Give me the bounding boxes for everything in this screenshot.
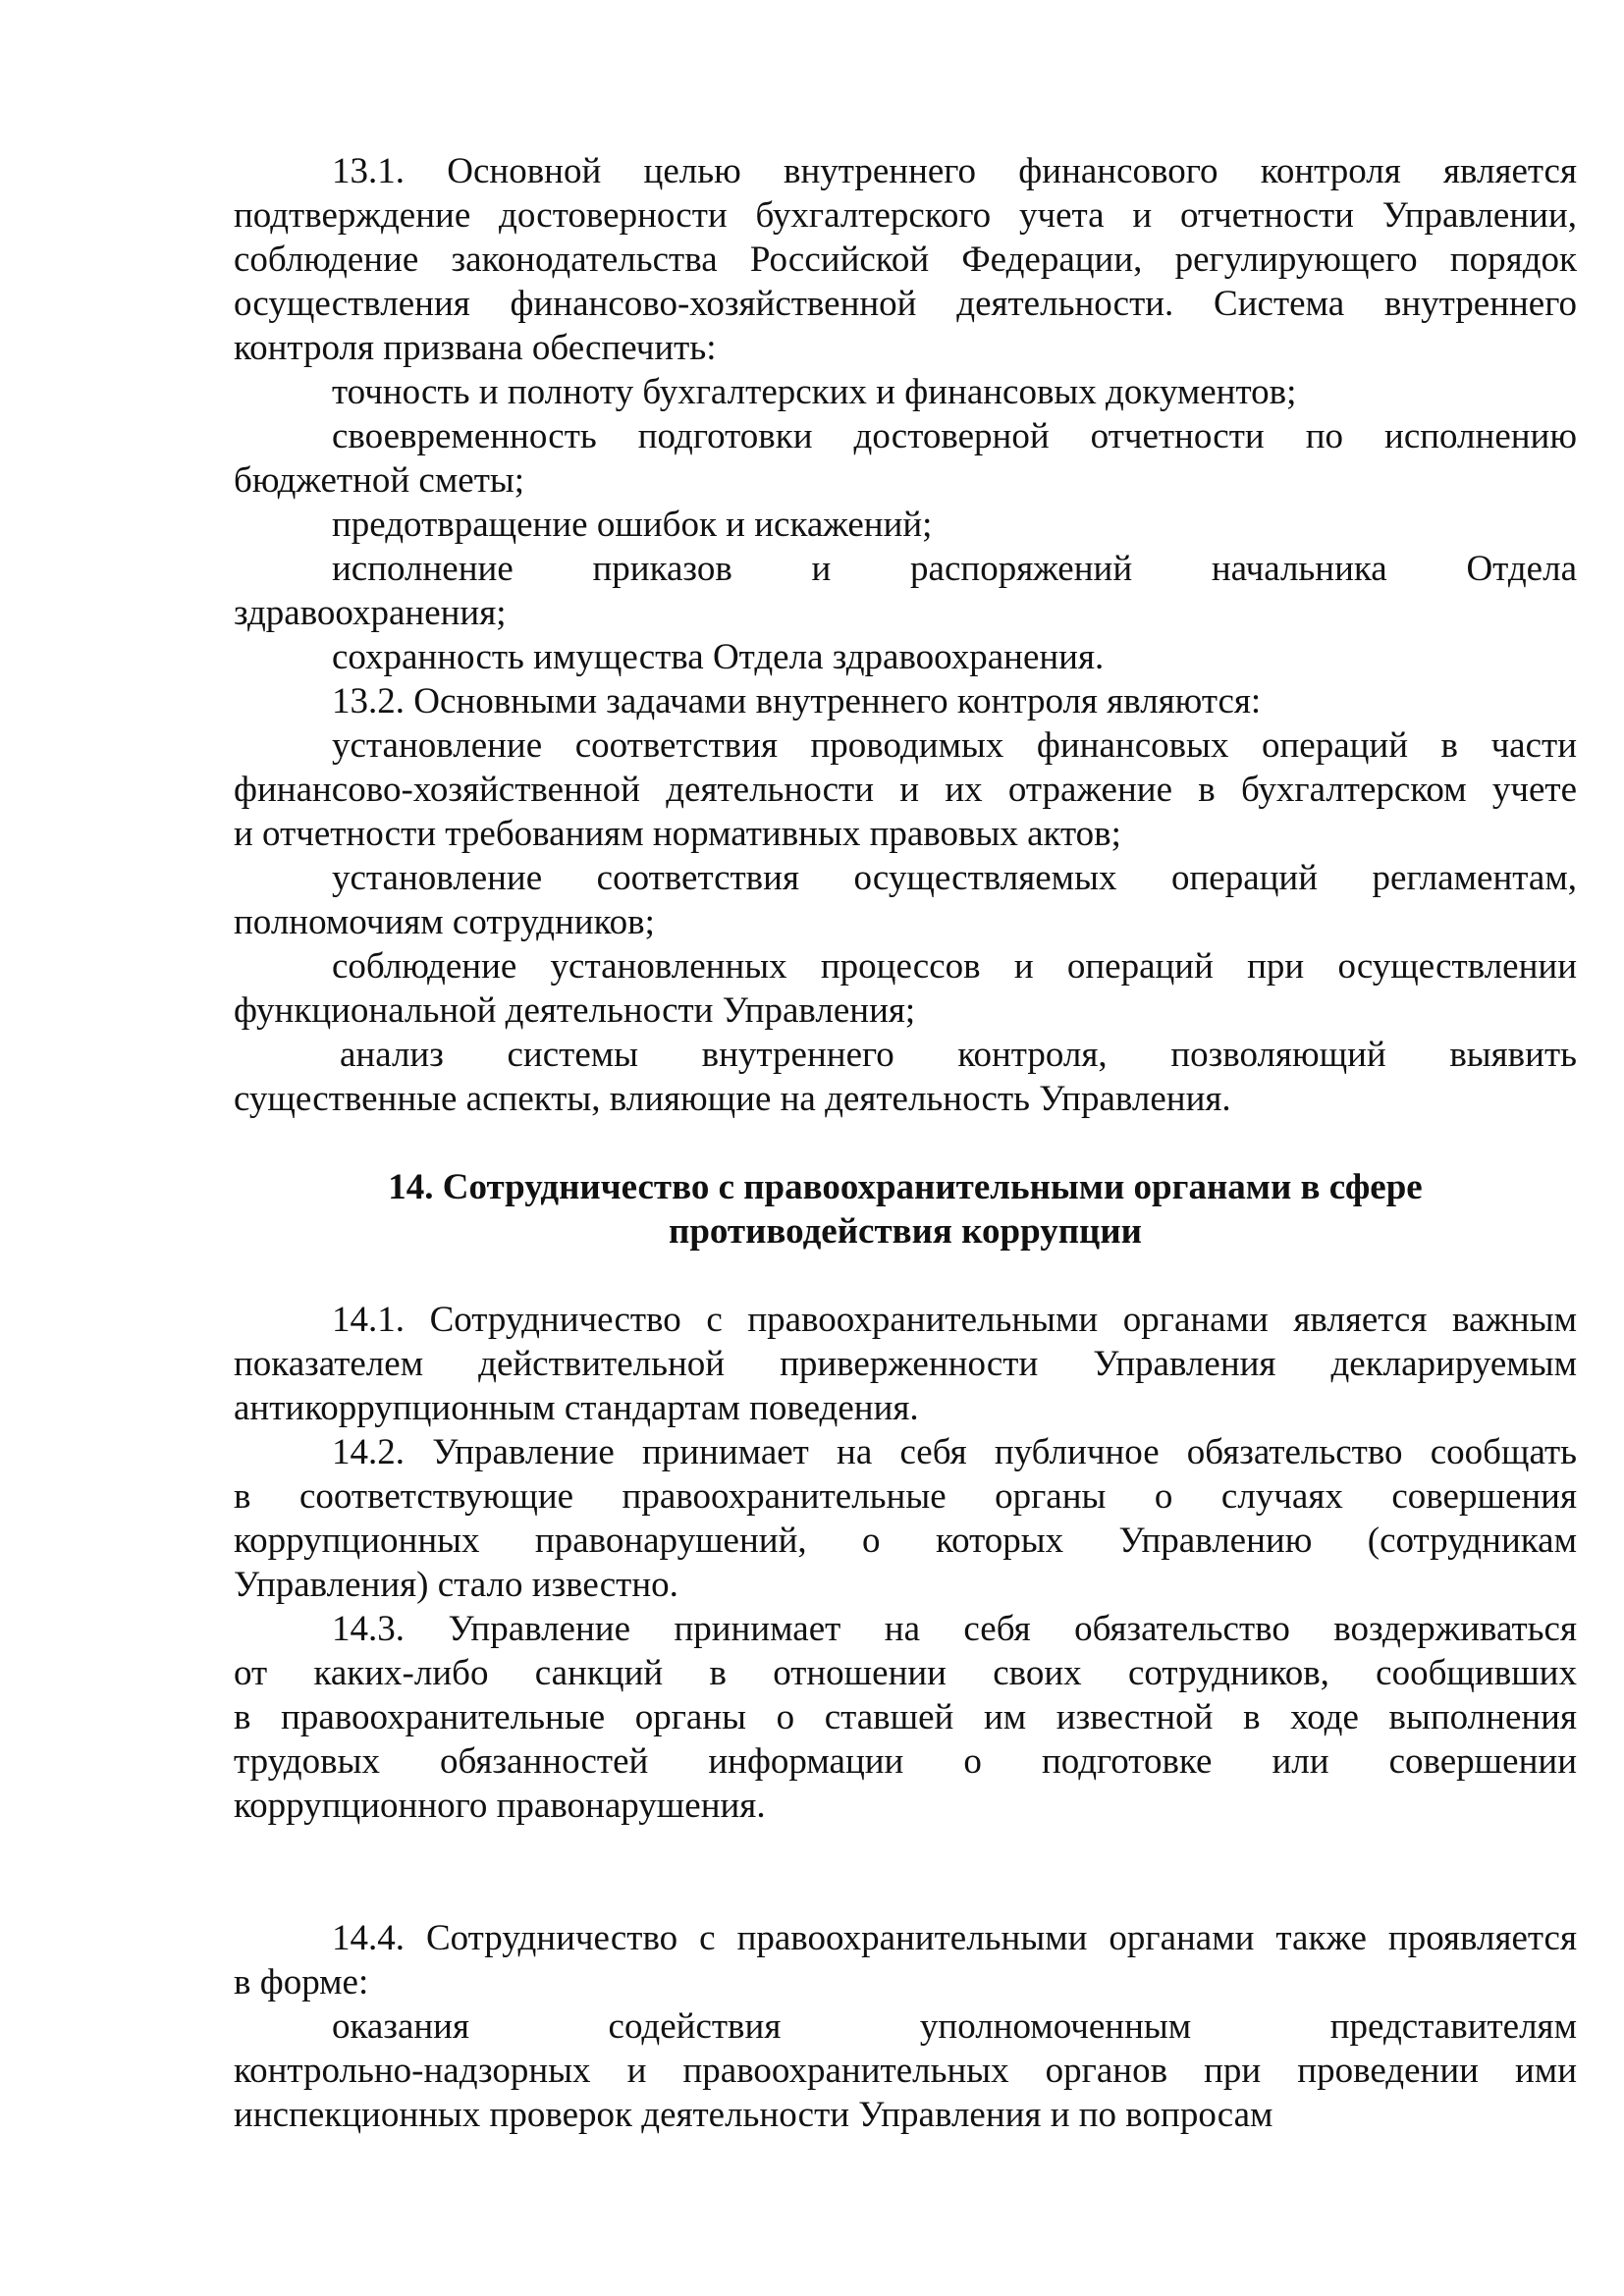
text-line: сохранность имущества Отдела здравоохранения. [332,637,1105,677]
text-line: существенные аспекты, влияющие на деятельность Управления. [234,1079,1231,1119]
section-heading-14 [234,1165,1577,1254]
text-line: своевременность подготовки достоверной отчетности по исполнению [332,416,1577,456]
text-line: соблюдение законодательства Российской Федерации, регулирующего порядок [234,240,1577,280]
list-item [234,635,1577,679]
list-item [234,2004,1577,2137]
paragraph-14-4 [234,1916,1577,2004]
text-line: коррупционных правонарушений, о которых Управлению (сотрудникам [234,1521,1577,1561]
paragraph-14-3 [234,1607,1577,1828]
paragraph-13-2 [234,679,1577,723]
text-line: 14.3. Управление принимает на себя обязательство воздерживаться [332,1609,1577,1649]
list-item [234,1033,1577,1121]
text-line: коррупционного правонарушения. [234,1786,766,1826]
list-item [234,944,1577,1033]
text-line: в правоохранительные органы о ставшей им известной в ходе выполнения [234,1697,1577,1737]
text-line: трудовых обязанностей информации о подготовке или совершении [234,1741,1577,1782]
text-line: 14.4. Сотрудничество с правоохранительными органами также проявляется [332,1918,1577,1958]
text-line: и отчетности требованиям нормативных правовых актов; [234,814,1121,854]
list-14-4 [234,2004,1577,2137]
text-line: соблюдение установленных процессов и операций при осуществлении [332,946,1577,987]
text-line: осуществления финансово-хозяйственной деятельности. Система внутреннего [234,284,1577,324]
text-line: анализ системы внутреннего контроля, позволяющий выявить [340,1035,1577,1075]
text-line: показателем действительной приверженности Управления декларируемым [234,1344,1577,1384]
text-line: Управления) стало известно. [234,1565,678,1605]
list-13-1 [234,370,1577,679]
text-line: антикоррупционным стандартам поведения. [234,1388,919,1428]
list-item [234,414,1577,503]
text-line: полномочиям сотрудников; [234,902,655,942]
text-line: функциональной деятельности Управления; [234,990,916,1031]
text-line: 13.2. Основными задачами внутреннего контроля являются: [332,681,1262,721]
text-line: 13.1. Основной целью внутреннего финансового контроля является [332,151,1577,191]
list-item [234,856,1577,944]
text-line: установление соответствия проводимых финансовых операций в части [332,725,1577,766]
text-line: точность и полноту бухгалтерских и финансовых документов; [332,372,1297,412]
text-line: контроля призвана обеспечить: [234,328,717,368]
text-line: в соответствующие правоохранительные органы о случаях совершения [234,1476,1577,1517]
spacer [234,1121,1577,1165]
text-line: контрольно-надзорных и правоохранительных органов при проведении ими [234,2051,1577,2091]
text-line: инспекционных проверок деятельности Управления и по вопросам [234,2095,1273,2135]
spacer [234,1828,1577,1916]
spacer [234,1254,1577,1298]
list-item [234,370,1577,414]
heading-line: 14. Сотрудничество с правоохранительными органами в сфере [388,1167,1423,1207]
list-item [234,723,1577,856]
text-line: исполнение приказов и распоряжений начальника Отдела [332,549,1577,589]
document-page [234,149,1577,2137]
text-line: оказания содействия уполномоченным представителям [332,2006,1577,2047]
heading-line: противодействия коррупции [669,1211,1142,1252]
paragraph-14-2 [234,1430,1577,1607]
text-line: предотвращение ошибок и искажений; [332,505,933,545]
text-line: финансово-хозяйственной деятельности и их отражение в бухгалтерском учете [234,770,1577,810]
text-line: установление соответствия осуществляемых операций регламентам, [332,858,1577,898]
list-item [234,547,1577,635]
paragraph-13-1 [234,149,1577,370]
text-line: в форме: [234,1962,369,2002]
text-line: здравоохранения; [234,593,507,633]
list-13-2 [234,723,1577,1121]
text-line: от каких-либо санкций в отношении своих сотрудников, сообщивших [234,1653,1577,1693]
paragraph-14-1 [234,1298,1577,1430]
text-line: 14.2. Управление принимает на себя публичное обязательство сообщать [332,1432,1577,1472]
text-line: подтверждение достоверности бухгалтерского учета и отчетности Управлении, [234,195,1577,236]
text-line: 14.1. Сотрудничество с правоохранительными органами является важным [332,1300,1577,1340]
text-line: бюджетной сметы; [234,460,524,501]
list-item [234,503,1577,547]
